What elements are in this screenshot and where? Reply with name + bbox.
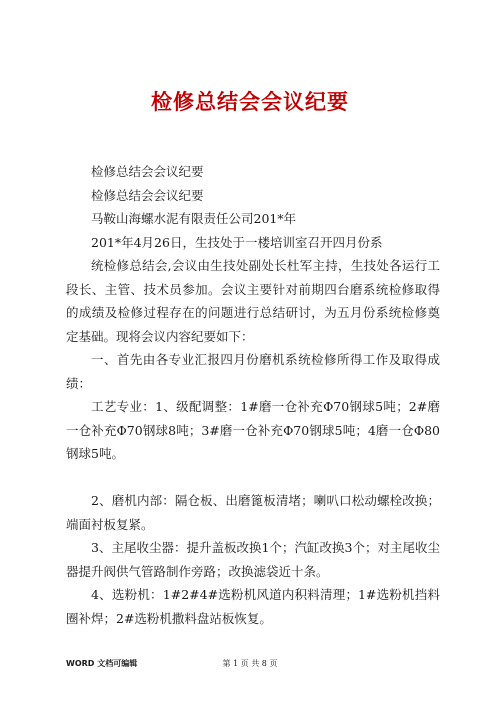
paragraph: 2、磨机内部：隔仓板、出磨篦板清堵；喇叭口松动螺栓改换；端面衬板复紧。 <box>66 493 440 532</box>
footer-editable-label: WORD 文档可编辑 <box>66 659 138 668</box>
paragraph: 检修总结会会议纪要 <box>91 164 204 179</box>
paragraph: 马鞍山海螺水泥有限责任公司201*年 <box>91 211 297 226</box>
document-title: 检修总结会会议纪要 <box>151 90 349 114</box>
document-body <box>66 160 440 630</box>
paragraph: 统检修总结会,会议由生技处副处长杜军主持，生技处各运行工段长、主管、技术员参加。会议主要针对前期四台磨系统检修取得的成绩及检修过程存在的问题进行总结研讨，为五月份系统检修奠定基础。现将会议内容纪要如下： <box>66 258 440 344</box>
paragraph: 检修总结会会议纪要 <box>91 187 204 203</box>
page-footer <box>0 658 500 672</box>
paragraph: 4、选粉机：1#2#4#选粉机风道内积料清理；1#选粉机挡料圈补焊；2#选粉机撒料盘站板恢复。 <box>66 587 440 626</box>
paragraph: 201*年4月26日，生技处于一楼培训室召开四月份系 <box>91 234 383 250</box>
paragraph: 工艺专业：1、级配调整：1#磨一仓补充Φ70钢球5吨；2#磨一仓补充Φ70钢球8吨；3#磨一仓补充Φ70钢球5吨；4磨一仓Φ80钢球5吨。 <box>66 399 440 461</box>
paragraph: 一、首先由各专业汇报四月份磨机系统检修所得工作及取得成绩： <box>66 352 440 391</box>
paragraph: 3、主尾收尘器：提升盖板改换1个；汽缸改换3个；对主尾收尘器提升阀供气管路制作旁路；改换滤袋近十条。 <box>66 540 440 579</box>
page-number: 第 1 页 共 8 页 <box>222 659 278 668</box>
